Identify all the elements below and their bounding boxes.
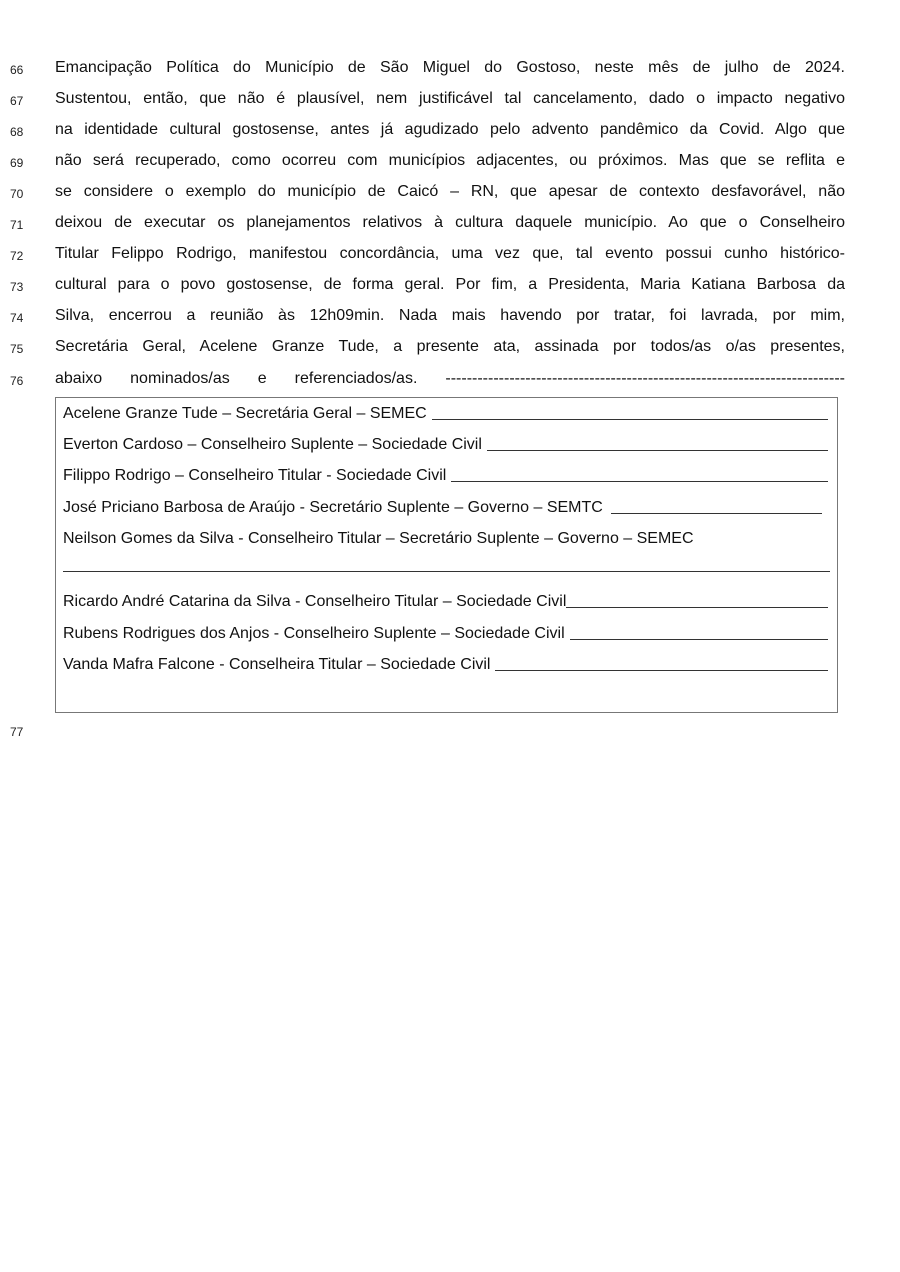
signature-line bbox=[451, 480, 828, 482]
text-line bbox=[0, 334, 900, 365]
line-text: Silva, encerrou a reunião às 12h09min. Nada mais havendo por tratar, foi lavrada, por mim, bbox=[55, 307, 845, 324]
signature-row bbox=[63, 430, 828, 454]
line-number: 77 bbox=[10, 725, 24, 739]
line-text: Secretária Geral, Acelene Granze Tude, a presente ata, assinada por todos/as o/as presentes, bbox=[55, 338, 845, 355]
signatory-name: Everton Cardoso – Conselheiro Suplente – Sociedade Civil bbox=[63, 436, 482, 453]
line-text: na identidade cultural gostosense, antes já agudizado pelo advento pandêmico da Covid. Algo que bbox=[55, 121, 845, 138]
line-text: deixou de executar os planejamentos relativos à cultura daquele município. Ao que o Conselheiro bbox=[55, 214, 845, 231]
line-text: Sustentou, então, que não é plausível, nem justificável tal cancelamento, dado o impacto negativo bbox=[55, 90, 845, 107]
signatory-name: Ricardo André Catarina da Silva - Conselheiro Titular – Sociedade Civil bbox=[63, 593, 567, 610]
signatory-name: Vanda Mafra Falcone - Conselheira Titular – Sociedade Civil bbox=[63, 656, 491, 673]
line-text: se considere o exemplo do município de Caicó – RN, que apesar de contexto desfavorável, não bbox=[55, 183, 845, 200]
signatory-name: José Priciano Barbosa de Araújo - Secretário Suplente – Governo – SEMTC bbox=[63, 499, 603, 516]
text-line bbox=[0, 210, 900, 241]
signature-row bbox=[63, 399, 828, 423]
signatory-name: Rubens Rodrigues dos Anjos - Conselheiro Suplente – Sociedade Civil bbox=[63, 625, 565, 642]
text-line bbox=[0, 117, 900, 148]
signature-row bbox=[63, 461, 828, 485]
signature-box bbox=[55, 397, 838, 713]
line-text: Titular Felippo Rodrigo, manifestou concordância, uma vez que, tal evento possui cunho histórico- bbox=[55, 245, 845, 262]
signature-line bbox=[432, 418, 828, 420]
line-number: 66 bbox=[10, 63, 24, 77]
line-text: Emancipação Política do Município de São Miguel do Gostoso, neste mês de julho de 2024. bbox=[55, 59, 845, 76]
text-line bbox=[0, 86, 900, 117]
line-number: 67 bbox=[10, 94, 24, 108]
line-number: 69 bbox=[10, 156, 24, 170]
signature-row bbox=[63, 587, 828, 611]
signature-line bbox=[63, 571, 830, 572]
signature-line bbox=[566, 606, 828, 608]
line-number: 73 bbox=[10, 280, 24, 294]
signature-row bbox=[63, 650, 828, 674]
line-number: 70 bbox=[10, 187, 24, 201]
line-number: 74 bbox=[10, 311, 24, 325]
signature-row bbox=[63, 493, 828, 517]
signatory-name: Acelene Granze Tude – Secretária Geral – SEMEC bbox=[63, 405, 427, 422]
text-line bbox=[0, 55, 900, 86]
signature-line bbox=[570, 638, 828, 640]
line-number: 75 bbox=[10, 342, 24, 356]
signature-row bbox=[63, 619, 828, 643]
text-line bbox=[0, 366, 900, 397]
line-number: 72 bbox=[10, 249, 24, 263]
signatory-name: Filippo Rodrigo – Conselheiro Titular - Sociedade Civil bbox=[63, 467, 447, 484]
text-line bbox=[0, 272, 900, 303]
signature-line bbox=[611, 512, 822, 514]
signatory-name: Neilson Gomes da Silva - Conselheiro Titular – Secretário Suplente – Governo – SEMEC bbox=[63, 530, 694, 547]
text-line bbox=[0, 179, 900, 210]
line-number: 68 bbox=[10, 125, 24, 139]
line-number: 71 bbox=[10, 218, 24, 232]
line-text: abaixo nominados/as e referenciados/as. --------------------------------------------------------------------------- bbox=[55, 370, 845, 387]
signature-row bbox=[63, 524, 828, 548]
signature-line bbox=[495, 669, 828, 671]
line-text: não será recuperado, como ocorreu com municípios adjacentes, ou próximos. Mas que se reflita e bbox=[55, 152, 845, 169]
line-text: cultural para o povo gostosense, de forma geral. Por fim, a Presidenta, Maria Katiana Barbosa da bbox=[55, 276, 845, 293]
text-line bbox=[0, 717, 900, 748]
signature-line bbox=[487, 449, 828, 451]
line-number: 76 bbox=[10, 374, 24, 388]
text-line bbox=[0, 303, 900, 334]
text-line bbox=[0, 148, 900, 179]
text-line bbox=[0, 241, 900, 272]
